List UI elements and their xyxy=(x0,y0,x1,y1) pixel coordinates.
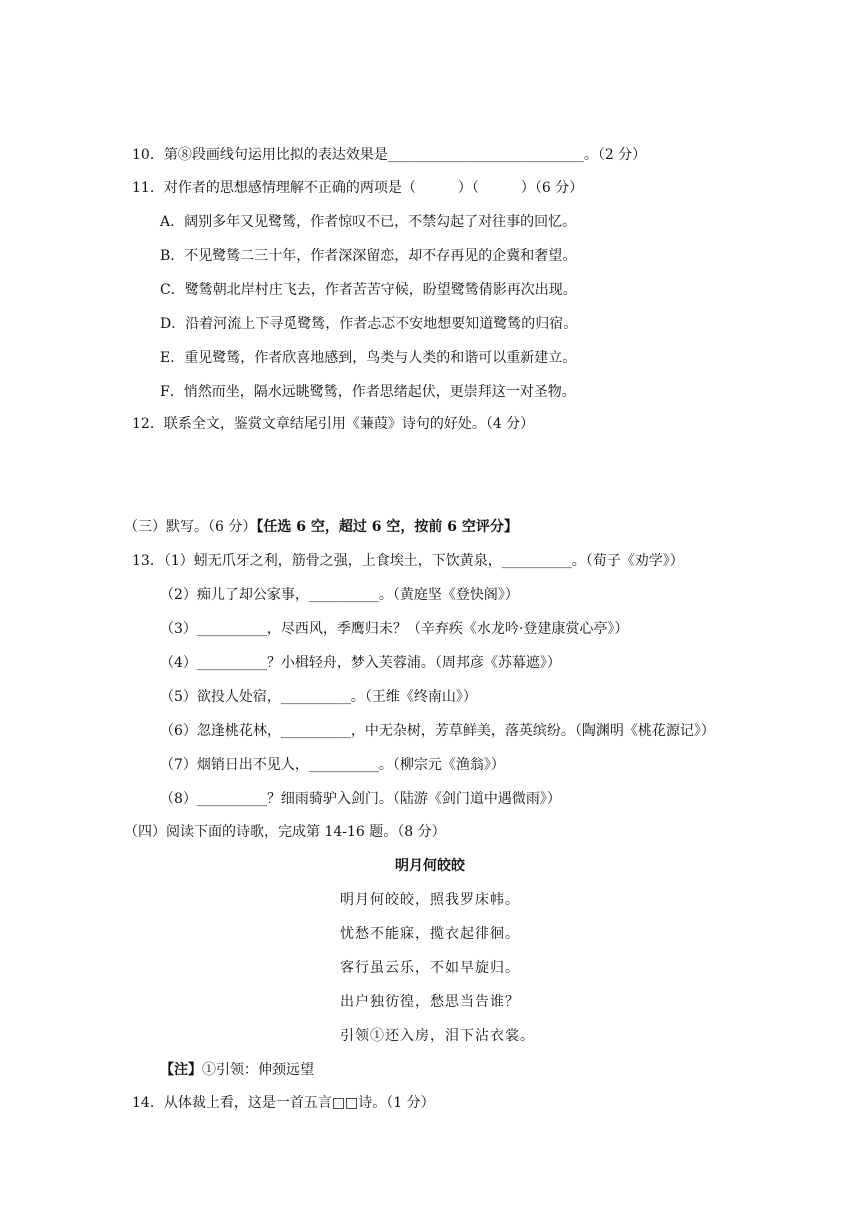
question-13-item-8: （8）__________？细雨骑驴入剑门。（陆游《剑门道中遇微雨》） xyxy=(160,791,561,807)
question-10: 10．第⑧段画线句运用比拟的表达效果是____________________________。（2 分） xyxy=(132,147,647,163)
note-text: ①引领：伸颈远望 xyxy=(202,1062,314,1078)
poem-note xyxy=(160,1060,314,1080)
question-11-option-f: F．悄然而坐，隔水远眺鹭鸶，作者思绪起伏，更崇拜这一对圣物。 xyxy=(160,384,576,400)
question-13-item-2: （2）痴儿了却公家事，__________。（黄庭坚《登快阁》） xyxy=(160,587,519,603)
section-3-heading xyxy=(124,517,518,537)
poem-title: 明月何皎皎 xyxy=(395,858,465,874)
section-4-heading: （四）阅读下面的诗歌，完成第 14-16 题。（8 分） xyxy=(124,824,446,840)
question-13-item-3: （3）__________，尽西风，季鹰归未？（辛弃疾《水龙吟·登建康赏心亭》） xyxy=(160,621,629,637)
question-11-option-e: E．重见鹭鸶，作者欣喜地感到，鸟类与人类的和谐可以重新建立。 xyxy=(160,350,577,366)
question-12: 12．联系全文，鉴赏文章结尾引用《蒹葭》诗句的好处。（4 分） xyxy=(132,416,535,432)
question-13-item-4: （4）__________？小楫轻舟，梦入芙蓉浦。（周邦彦《苏幕遮》） xyxy=(160,655,561,671)
question-13-item-5: （5）欲投人处宿，__________。（王维《终南山》） xyxy=(160,689,477,705)
question-13-item-6: （6）忽逢桃花林，__________，中无杂树，芳草鲜美，落英缤纷。（陶渊明《桃花源记》） xyxy=(160,723,715,739)
question-11-option-b: B．不见鹭鸶二三十年，作者深深留恋，却不存再见的企冀和奢望。 xyxy=(160,248,577,264)
question-13-item-7: （7）烟销日出不见人，__________。（柳宗元《渔翁》） xyxy=(160,757,505,773)
poem-line-3: 客行虽云乐，不如早旋归。 xyxy=(340,960,520,976)
question-11-stem: 11．对作者的思想感情理解不正确的两项是（ ）（ ）（6 分） xyxy=(132,180,584,196)
poem-line-4: 出户独彷徨，愁思当告谁？ xyxy=(340,994,520,1010)
question-11-option-a: A．阔别多年又见鹭鸶，作者惊叹不已，不禁勾起了对往事的回忆。 xyxy=(160,214,577,230)
question-13-stem: 13．（1）蚓无爪牙之利，筋骨之强，上食埃土，下饮黄泉，__________。（荀子《劝学》） xyxy=(132,553,684,569)
section-3-rule: 【任选 6 空，超过 6 空，按前 6 空评分】 xyxy=(256,519,518,535)
poem-line-1: 明月何皎皎，照我罗床帏。 xyxy=(340,892,520,908)
question-14: 14．从体裁上看，这是一首五言□□诗。（1 分） xyxy=(132,1095,435,1111)
section-3-prefix: （三）默写。（6 分） xyxy=(124,519,257,535)
question-11-option-d: D．沿着河流上下寻觅鹭鸶，作者忐忑不安地想要知道鹭鸶的归宿。 xyxy=(160,316,578,332)
note-tag: 【注】 xyxy=(160,1062,202,1078)
question-11-option-c: C．鹭鸶朝北岸村庄飞去，作者苦苦守候，盼望鹭鸶倩影再次出现。 xyxy=(160,282,577,298)
poem-line-2: 忧愁不能寐，揽衣起徘徊。 xyxy=(340,926,520,942)
poem-line-5: 引领①还入房，泪下沾衣裳。 xyxy=(340,1028,535,1044)
